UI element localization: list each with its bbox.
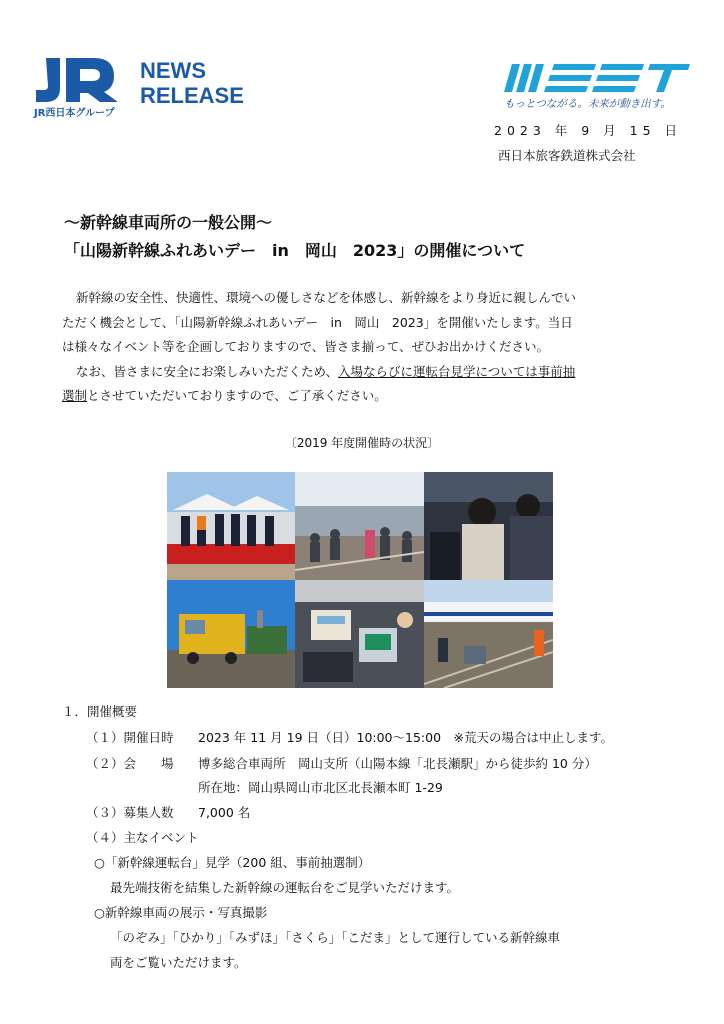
west-tagline: もっとつながる。未来が動き出す。 — [504, 98, 671, 110]
events-label: （４）主なイベント — [86, 830, 199, 845]
intro-underlined-text: 入場ならびに運転台見学については事前抽 — [338, 363, 576, 379]
photo-collage — [167, 472, 553, 688]
intro-line — [62, 360, 672, 385]
photo-opening-ceremony — [167, 472, 295, 580]
company-name: 西日本旅客鉄道株式会社 — [498, 148, 636, 163]
photo-cab-visit — [424, 472, 553, 580]
event-display-desc: 「のぞみ」「ひかり」「みずほ」「さくら」「こだま」として運行している新幹線車 — [110, 930, 561, 945]
venue-address: 所在地：岡山県岡山市北区北長瀬本町 1-29 — [198, 780, 443, 795]
date-label: （１）開催日時 — [86, 730, 174, 745]
photo-maintenance-vehicle — [167, 580, 295, 688]
intro-underlined-text: 選制 — [62, 388, 88, 403]
venue-value: 博多総合車両所 岡山支所（山陽本線「北長瀬駅」から徒歩約 10 分） — [198, 756, 597, 771]
intro-line: ただく機会として、「山陽新幹線ふれあいデー in 岡山 2023」を開催いたします。当日 — [62, 314, 573, 330]
event-display-desc-cont: 両をご覧いただけます。 — [110, 955, 247, 970]
release-date: 2023 年 9 月 15 日 — [494, 123, 683, 138]
photo-equipment-display — [295, 580, 424, 688]
photo-caption: 〔2019 年度開催時の状況〕 — [284, 436, 440, 450]
intro-text-plain: なお、皆さまに安全にお楽しみいただくため、 — [76, 363, 339, 379]
intro-text — [62, 286, 672, 409]
west-logo — [504, 60, 690, 96]
capacity-value: 7,000 名 — [198, 805, 251, 820]
news-release-heading — [140, 58, 244, 108]
event-display-title: ○新幹線車両の展示・写真撮影 — [94, 905, 268, 920]
capacity-label: （３）募集人数 — [86, 805, 174, 820]
intro-line: 新幹線の安全性、快適性、環境への優しさなどを体感し、新幹線をより身近に親しんでい — [76, 290, 577, 305]
intro-line: は様々なイベント等を企画しておりますので、皆さま揃って、ぜひお出かけください。 — [62, 339, 550, 354]
title-line-2: 「山陽新幹線ふれあいデー in 岡山 2023」の開催について — [64, 241, 526, 260]
event-cab-visit-title: ○「新幹線運転台」見学（200 組、事前抽選制） — [94, 855, 371, 870]
intro-text-plain: とさせていただいておりますので、ご了承ください。 — [87, 388, 387, 403]
news-label: NEWS — [140, 58, 206, 83]
intro-line — [62, 384, 672, 409]
date-value: 2023 年 11 月 19 日（日）10:00～15:00 ※荒天の場合は中止します。 — [198, 730, 614, 745]
event-cab-visit-desc: 最先端技術を結集した新幹線の運転台をご見学いただけます。 — [110, 880, 460, 895]
outline-heading: １．開催概要 — [62, 704, 138, 719]
title-line-1: ～新幹線車両所の一般公開～ — [64, 213, 273, 232]
venue-label: （２）会 場 — [86, 756, 174, 771]
photo-visitors-yard — [295, 472, 424, 580]
jr-group-caption: JR西日本グループ — [34, 108, 115, 119]
release-label: RELEASE — [140, 83, 244, 108]
photo-shinkansen-track — [424, 580, 553, 688]
